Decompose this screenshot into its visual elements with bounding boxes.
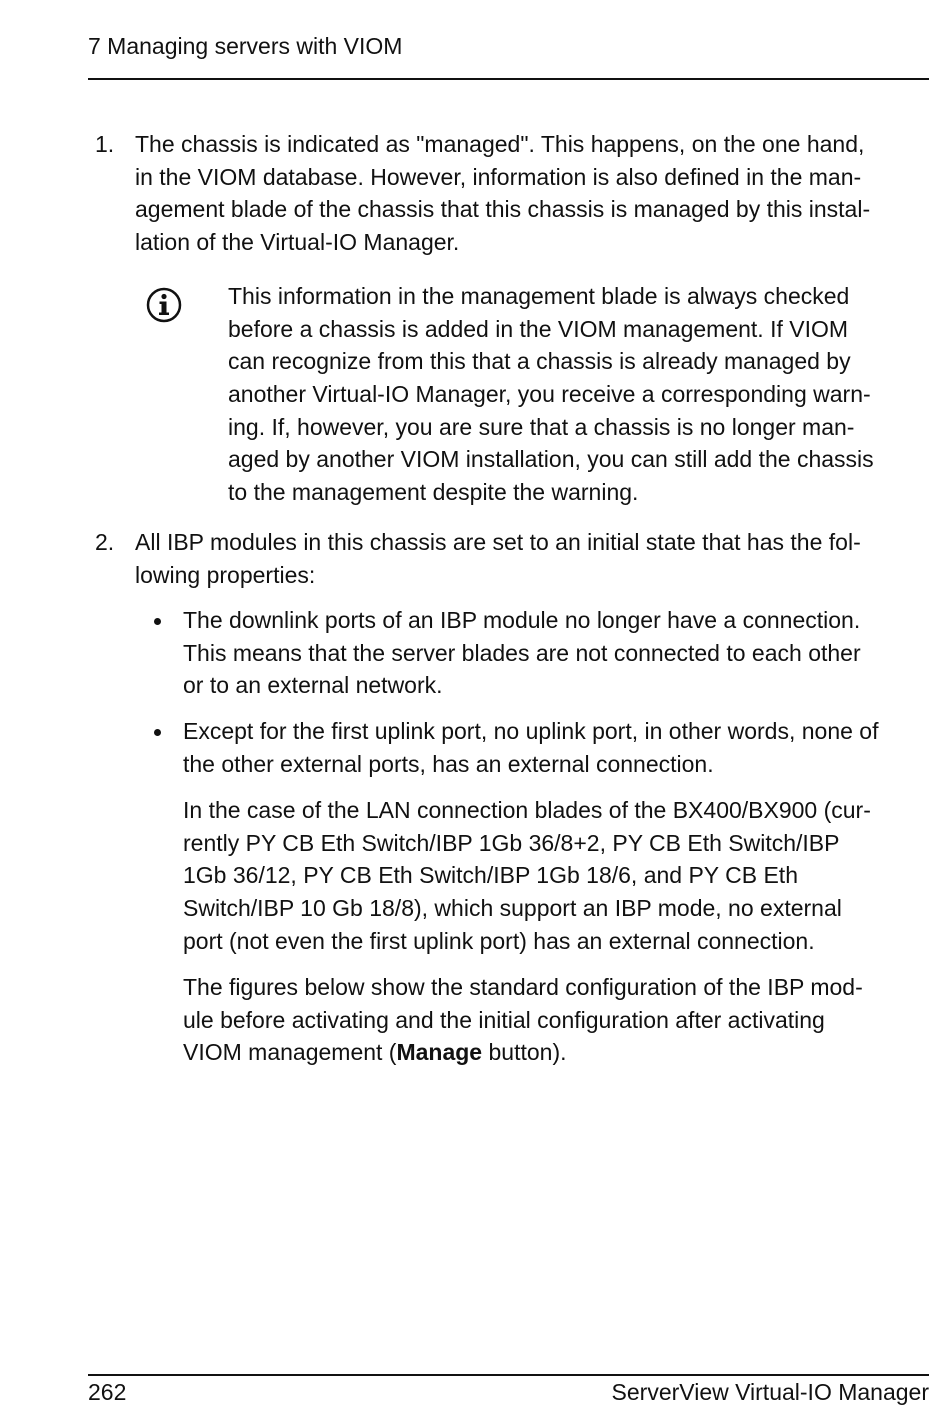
text-line: 1Gb 36/12, PY CB Eth Switch/IBP 1Gb 18/6, and PY CB Eth: [183, 862, 798, 889]
text-line: in the VIOM database. However, information is also defined in the man-: [135, 163, 862, 190]
text-line: Except for the first uplink port, no uplink port, in other words, none of: [183, 718, 879, 744]
text-line: aged by another VIOM installation, you can still add the chassis: [228, 446, 874, 473]
product-name: ServerView Virtual-IO Manager: [611, 1379, 929, 1405]
text-segment: button).: [482, 1039, 567, 1066]
text-line: lowing properties:: [135, 561, 316, 588]
text-line: The downlink ports of an IBP module no longer have a connection.: [183, 607, 861, 633]
text-line: another Virtual-IO Manager, you receive a corresponding warn-: [228, 381, 871, 408]
bullet-icon: [154, 618, 161, 625]
text-line: This information in the management blade is always checked: [228, 283, 850, 309]
text-line: the other external ports, has an external connection.: [183, 750, 714, 777]
text-line: rently PY CB Eth Switch/IBP 1Gb 36/8+2, PY CB Eth Switch/IBP: [183, 829, 840, 856]
bullet-item-2-text: [183, 715, 878, 780]
list-number-2: 2.: [95, 529, 115, 555]
text-line: ing. If, however, you are sure that a chassis is no longer man-: [228, 413, 855, 440]
text-line: The chassis is indicated as "managed". This happens, on the one hand,: [135, 131, 865, 157]
lan-blades-paragraph: [183, 794, 871, 957]
figures-paragraph: [183, 971, 863, 1069]
list-number-1: 1.: [95, 131, 115, 157]
text-line: or to an external network.: [183, 672, 443, 699]
bullet-icon: [154, 729, 161, 736]
bullet-item-1-text: [183, 604, 861, 702]
text-line: to the management despite the warning.: [228, 479, 639, 506]
text-line: can recognize from this that a chassis is already managed by: [228, 348, 851, 375]
page-number: 262: [88, 1379, 127, 1405]
text-line: In the case of the LAN connection blades of the BX400/BX900 (cur-: [183, 797, 871, 823]
running-header: 7 Managing servers with VIOM: [88, 33, 403, 59]
list-item-2-text: [135, 526, 861, 591]
text-line: This means that the server blades are not connected to each other: [183, 639, 861, 666]
text-line: The figures below show the standard configuration of the IBP mod-: [183, 974, 863, 1000]
note-text: [228, 280, 874, 509]
text-line: port (not even the first uplink port) has an external connection.: [183, 927, 815, 954]
text-line: lation of the Virtual-IO Manager.: [135, 229, 460, 256]
text-line: [183, 1036, 863, 1069]
list-item-1-text: [135, 128, 870, 259]
text-segment: VIOM management (: [183, 1039, 397, 1066]
text-line: ule before activating and the initial configuration after activating: [183, 1006, 825, 1033]
text-line: before a chassis is added in the VIOM management. If VIOM: [228, 315, 849, 342]
text-line: Switch/IBP 10 Gb 18/8), which support an IBP mode, no external: [183, 895, 842, 922]
footer-rule: [88, 1374, 929, 1376]
header-rule: [88, 78, 929, 80]
info-icon: [145, 286, 183, 324]
manage-button-reference: Manage: [396, 1039, 483, 1066]
text-line: All IBP modules in this chassis are set to an initial state that has the fol-: [135, 529, 861, 555]
text-line: agement blade of the chassis that this chassis is managed by this instal-: [135, 196, 871, 223]
